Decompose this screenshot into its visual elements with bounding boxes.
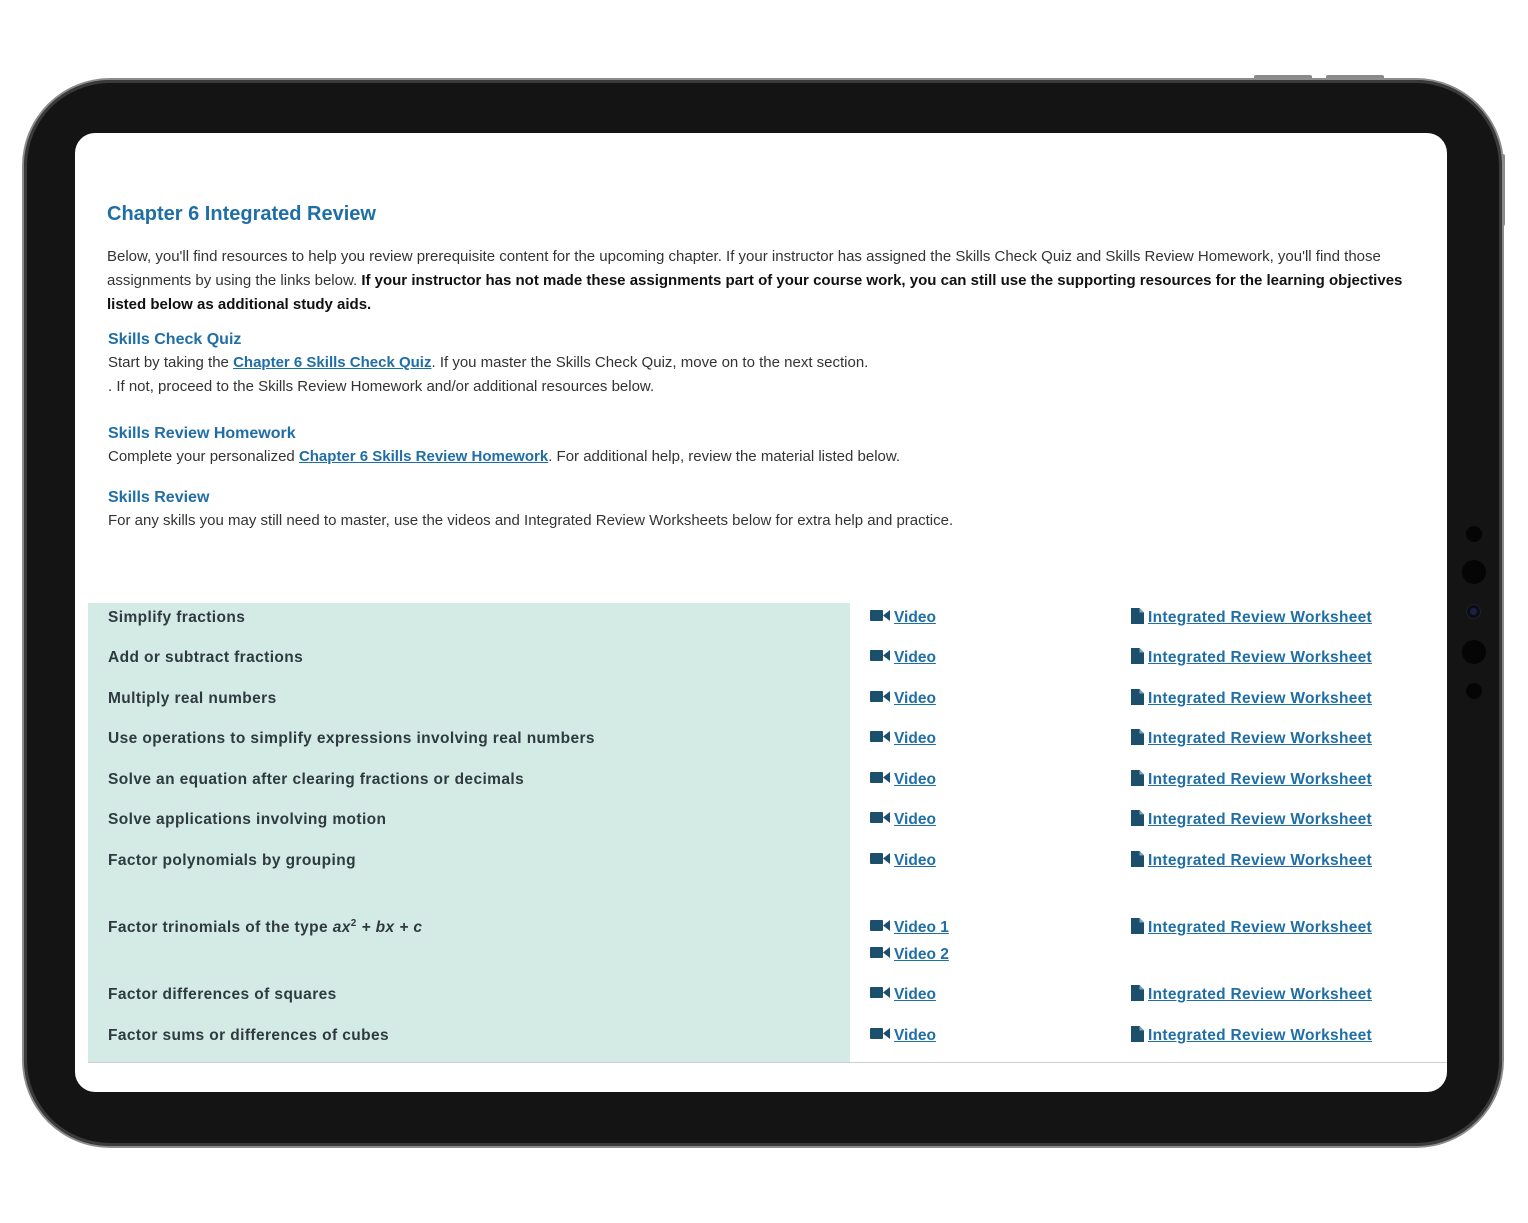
skill-name-exponent: 2 xyxy=(350,917,357,929)
skill-name-variable: ax xyxy=(332,919,351,936)
video-link-label[interactable]: Video xyxy=(894,609,936,626)
worksheet-link-label[interactable]: Integrated Review Worksheet xyxy=(1148,609,1373,626)
document-icon xyxy=(1131,852,1148,869)
video-link[interactable] xyxy=(870,605,936,631)
video-link-label[interactable]: Video xyxy=(894,771,936,788)
video-camera-icon xyxy=(870,946,894,963)
homework-text-after: . For additional help, review the material listed below. xyxy=(548,448,901,465)
document-icon xyxy=(1131,986,1148,1003)
skill-name: Simplify fractions xyxy=(108,609,246,626)
worksheet-link-label[interactable]: Integrated Review Worksheet xyxy=(1148,1027,1373,1044)
video-camera-icon xyxy=(870,811,894,828)
table-row xyxy=(88,807,1447,833)
skill-name: Factor polynomials by grouping xyxy=(108,852,356,869)
video-link[interactable] xyxy=(870,942,949,968)
intro-bold-text: If your instructor has not made these assignments part of your course work, you can still use the supporting resources for the learning objectives listed below as additional study aids. xyxy=(107,272,1403,313)
document-icon xyxy=(1131,1027,1148,1044)
worksheet-link[interactable] xyxy=(1131,605,1372,631)
table-row xyxy=(88,645,1447,671)
video-link-label[interactable]: Video xyxy=(894,852,936,869)
skills-review-homework-line xyxy=(108,445,1408,469)
skills-check-quiz-heading: Skills Check Quiz xyxy=(108,331,242,348)
video-link[interactable] xyxy=(870,1023,936,1049)
skills-check-quiz-section xyxy=(108,329,1408,399)
table-row xyxy=(88,1023,1447,1049)
skills-review-section xyxy=(108,487,1408,533)
video-link-label[interactable]: Video 2 xyxy=(894,946,949,963)
video-link[interactable] xyxy=(870,767,936,793)
skills-review-text: For any skills you may still need to master, use the videos and Integrated Review Worksheets below for extra help and practice. xyxy=(108,512,954,529)
document-icon xyxy=(1131,690,1148,707)
document-icon xyxy=(1131,771,1148,788)
homework-text-before: Complete your personalized xyxy=(108,448,299,465)
table-row xyxy=(88,848,1447,874)
document-icon xyxy=(1131,919,1148,936)
video-link-label[interactable]: Video 1 xyxy=(894,919,949,936)
worksheet-link-label[interactable]: Integrated Review Worksheet xyxy=(1148,649,1373,666)
skill-name-suffix: + bx + c xyxy=(356,919,423,936)
front-camera xyxy=(1467,605,1480,618)
video-camera-icon xyxy=(870,986,894,1003)
worksheet-link-label[interactable]: Integrated Review Worksheet xyxy=(1148,690,1373,707)
skill-name: Add or subtract fractions xyxy=(108,649,304,666)
worksheet-link[interactable] xyxy=(1131,767,1372,793)
video-link-label[interactable]: Video xyxy=(894,649,936,666)
worksheet-link[interactable] xyxy=(1131,726,1372,752)
sensor-dot xyxy=(1466,526,1482,542)
skills-review-homework-section xyxy=(108,423,1408,469)
worksheet-link-label[interactable]: Integrated Review Worksheet xyxy=(1148,771,1373,788)
document-icon xyxy=(1131,609,1148,626)
video-link[interactable] xyxy=(870,686,936,712)
skill-name: Multiply real numbers xyxy=(108,690,277,707)
worksheet-link[interactable] xyxy=(1131,807,1372,833)
skill-name: Solve applications involving motion xyxy=(108,811,387,828)
video-link-label[interactable]: Video xyxy=(894,986,936,1003)
video-link[interactable] xyxy=(870,726,936,752)
worksheet-link[interactable] xyxy=(1131,1023,1372,1049)
intro-text: Below, you'll find resources to help you review prerequisite content for the upcoming chapter. If your instructor has assigned the Skills Check Quiz and Skills Review Homework, you'll find those assignments by using the links below. xyxy=(107,248,1381,289)
worksheet-link[interactable] xyxy=(1131,645,1372,671)
video-camera-icon xyxy=(870,730,894,747)
skills-review-homework-heading: Skills Review Homework xyxy=(108,425,296,442)
worksheet-link-label[interactable]: Integrated Review Worksheet xyxy=(1148,986,1373,1003)
table-row xyxy=(88,605,1447,631)
skills-review-heading: Skills Review xyxy=(108,489,210,506)
worksheet-link[interactable] xyxy=(1131,848,1372,874)
video-camera-icon xyxy=(870,852,894,869)
video-link-label[interactable]: Video xyxy=(894,811,936,828)
table-row xyxy=(88,982,1447,1008)
document-icon xyxy=(1131,730,1148,747)
worksheet-link-label[interactable]: Integrated Review Worksheet xyxy=(1148,919,1373,936)
video-camera-icon xyxy=(870,609,894,626)
video-link[interactable] xyxy=(870,807,936,833)
skill-name: Use operations to simplify expressions involving real numbers xyxy=(108,730,595,747)
page-content xyxy=(75,133,1447,1092)
video-link[interactable] xyxy=(870,848,936,874)
video-camera-icon xyxy=(870,771,894,788)
sensor-dot xyxy=(1466,683,1482,699)
document-icon xyxy=(1131,811,1148,828)
document-icon xyxy=(1131,649,1148,666)
video-camera-icon xyxy=(870,1027,894,1044)
sensor-dot xyxy=(1462,640,1486,664)
quiz-text-after: . If you master the Skills Check Quiz, move on to the next section. xyxy=(431,354,869,371)
skills-check-quiz-line-1 xyxy=(108,351,1408,375)
skills-check-quiz-line-2: . If not, proceed to the Skills Review Homework and/or additional resources below. xyxy=(108,378,655,395)
skill-name-prefix: Factor trinomials of the type xyxy=(108,919,333,936)
worksheet-link[interactable] xyxy=(1131,686,1372,712)
skills-table xyxy=(88,603,1447,1062)
quiz-text-before: Start by taking the xyxy=(108,354,234,371)
table-row xyxy=(88,915,1447,963)
worksheet-link-label[interactable]: Integrated Review Worksheet xyxy=(1148,852,1373,869)
video-camera-icon xyxy=(870,690,894,707)
skill-name xyxy=(108,915,422,941)
video-camera-icon xyxy=(870,919,894,936)
table-row xyxy=(88,767,1447,793)
intro-paragraph xyxy=(107,245,1442,317)
video-link[interactable] xyxy=(870,915,949,941)
page-title: Chapter 6 Integrated Review xyxy=(107,203,376,225)
table-divider xyxy=(88,1062,1447,1063)
worksheet-link[interactable] xyxy=(1131,982,1372,1008)
video-link[interactable] xyxy=(870,982,936,1008)
skill-name: Solve an equation after clearing fractions or decimals xyxy=(108,771,525,788)
skills-check-quiz-link[interactable]: Chapter 6 Skills Check Quiz xyxy=(233,354,432,371)
video-link-label[interactable]: Video xyxy=(894,730,936,747)
skill-name: Factor sums or differences of cubes xyxy=(108,1027,390,1044)
skills-review-homework-link[interactable]: Chapter 6 Skills Review Homework xyxy=(298,448,549,465)
table-row xyxy=(88,726,1447,752)
worksheet-link[interactable] xyxy=(1131,915,1372,941)
skill-name: Factor differences of squares xyxy=(108,986,337,1003)
sensor-dot xyxy=(1462,560,1486,584)
worksheet-link-label[interactable]: Integrated Review Worksheet xyxy=(1148,811,1373,828)
tablet-screen xyxy=(75,133,1447,1092)
video-link-label[interactable]: Video xyxy=(894,1027,936,1044)
video-link-label[interactable]: Video xyxy=(894,690,936,707)
table-row xyxy=(88,686,1447,712)
worksheet-link-label[interactable]: Integrated Review Worksheet xyxy=(1148,730,1373,747)
video-link[interactable] xyxy=(870,645,936,671)
video-camera-icon xyxy=(870,649,894,666)
